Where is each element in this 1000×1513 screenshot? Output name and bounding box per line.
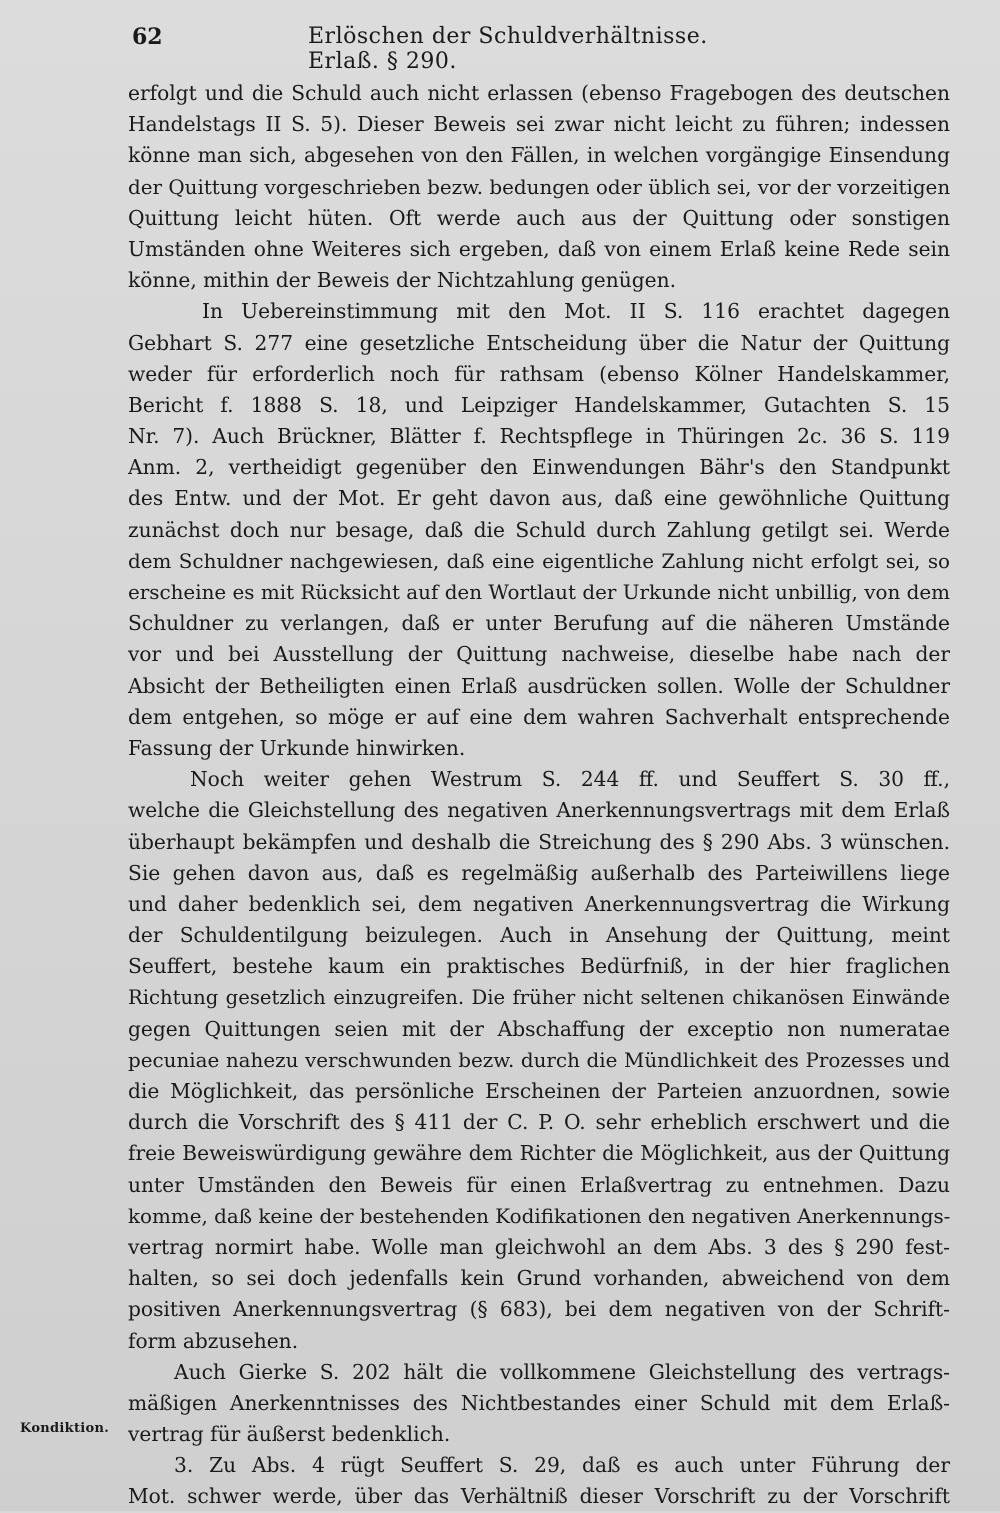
text-line: dem Schuldner nachgewiesen, daß eine eigentliche Zahlung nicht erfolgt sei, so	[128, 549, 950, 573]
text-line: und daher bedenklich sei, dem negativen Anerkennungsvertrag die Wirkung	[128, 891, 950, 916]
text-line: weder für erforderlich noch für rathsam (ebenso Kölner Handelskammer,	[128, 361, 950, 386]
text-line: vertrag normirt habe. Wolle man gleichwohl an dem Abs. 3 des § 290 fest-	[128, 1234, 950, 1259]
text-line: könne, mithin der Beweis der Nichtzahlung genügen.	[128, 268, 677, 293]
text-line: durch die Vorschrift des § 411 der C. P. O. sehr erheblich erschwert und die	[128, 1110, 950, 1135]
text-line: zunächst doch nur besage, daß die Schuld durch Zahlung getilgt sei. Werde	[128, 517, 950, 542]
text-line: unter Umständen den Beweis für einen Erlaßvertrag zu entnehmen. Dazu	[128, 1172, 950, 1197]
text-line: pecuniae nahezu verschwunden bezw. durch die Mündlichkeit des Prozesses und	[128, 1048, 950, 1072]
text-line: freie Beweiswürdigung gewähre dem Richter die Möglichkeit, aus der Quittung	[128, 1141, 950, 1166]
page-number: 62	[132, 24, 163, 50]
text-line: Quittung leicht hüten. Oft werde auch aus der Quittung oder sonstigen	[128, 205, 950, 230]
text-line: Noch weiter gehen Westrum S. 244 ff. und Seuffert S. 30 ff.,	[190, 767, 950, 792]
text-line: Mot. schwer werde, über das Verhältniß dieser Vorschrift zu der Vorschrift	[128, 1484, 950, 1509]
text-line: welche die Gleichstellung des negativen Anerkennungsvertrags mit dem Erlaß	[128, 798, 950, 823]
text-line: Handelstags II S. 5). Dieser Beweis sei zwar nicht leicht zu führen; indessen	[128, 112, 950, 137]
text-line: 3. Zu Abs. 4 rügt Seuffert S. 29, daß es auch unter Führung der	[174, 1453, 950, 1478]
text-line: Gebhart S. 277 eine gesetzliche Entscheidung über die Natur der Quittung	[128, 330, 950, 355]
text-line: dem entgehen, so möge er auf eine dem wahren Sachverhalt entsprechende	[128, 704, 950, 729]
text-line: der Quittung vorgeschrieben bezw. bedungen oder üblich sei, vor der vorzeitigen	[128, 175, 950, 199]
text-line: vertrag für äußerst bedenklich.	[128, 1422, 451, 1447]
text-line: Auch Gierke S. 202 hält die vollkommene Gleichstellung des vertrags-	[174, 1359, 950, 1384]
text-line: In Uebereinstimmung mit den Mot. II S. 116 erachtet dagegen	[202, 299, 950, 324]
text-line: komme, daß keine der bestehenden Kodifikationen den negativen Anerkennungs-	[128, 1204, 950, 1228]
text-line: vor und bei Ausstellung der Quittung nachweise, dieselbe habe nach der	[128, 642, 950, 667]
text-line: Absicht der Betheiligten einen Erlaß ausdrücken sollen. Wolle der Schuldner	[128, 673, 950, 698]
text-line: Richtung gesetzlich einzugreifen. Die früher nicht seltenen chikanösen Einwände	[128, 986, 950, 1010]
text-line: Anm. 2, vertheidigt gegenüber den Einwendungen Bähr's den Standpunkt	[128, 455, 950, 480]
text-line: könne man sich, abgesehen von den Fällen, in welchen vorgängige Einsendung	[128, 143, 950, 168]
text-line: Schuldner zu verlangen, daß er unter Berufung auf die näheren Umstände	[128, 611, 950, 636]
body-text	[128, 78, 950, 1513]
text-line: erscheine es mit Rücksicht auf den Wortlaut der Urkunde nicht unbillig, von dem	[128, 581, 950, 604]
text-line: Umständen ohne Weiteres sich ergeben, daß von einem Erlaß keine Rede sein	[128, 236, 950, 261]
text-line: der Schuldentilgung beizulegen. Auch in Ansehung der Quittung, meint	[128, 923, 950, 948]
text-line: Sie gehen davon aus, daß es regelmäßig außerhalb des Parteiwillens liege	[128, 860, 950, 885]
text-line: des Entw. und der Mot. Er geht davon aus, daß eine gewöhnliche Quittung	[128, 486, 950, 511]
page-header	[130, 18, 770, 74]
text-line: Seuffert, bestehe kaum ein praktisches Bedürfniß, in der hier fraglichen	[128, 954, 950, 979]
running-head: Erlöschen der Schuldverhältnisse. Erlaß. § 290.	[308, 24, 708, 74]
text-line: die Möglichkeit, das persönliche Erscheinen der Parteien anzuordnen, sowie	[128, 1079, 950, 1103]
text-line: erfolgt und die Schuld auch nicht erlassen (ebenso Fragebogen des deutschen	[128, 81, 950, 105]
text-line: positiven Anerkennungsvertrag (§ 683), bei dem negativen von der Schrift-	[128, 1297, 950, 1322]
text-line: Bericht f. 1888 S. 18, und Leipziger Handelskammer, Gutachten S. 15	[128, 392, 950, 417]
text-line: mäßigen Anerkenntnisses des Nichtbestandes einer Schuld mit dem Erlaß-	[128, 1390, 950, 1415]
text-line: gegen Quittungen seien mit der Abschaffung der exceptio non numeratae	[128, 1016, 950, 1041]
text-line: Nr. 7). Auch Brückner, Blätter f. Rechtspflege in Thüringen 2c. 36 S. 119	[128, 424, 950, 449]
text-line: Fassung der Urkunde hinwirken.	[128, 735, 466, 760]
text-line: überhaupt bekämpfen und deshalb die Streichung des § 290 Abs. 3 wünschen.	[128, 829, 950, 854]
text-line: halten, so sei doch jedenfalls kein Grund vorhanden, abweichend von dem	[128, 1266, 950, 1291]
margin-note: Kondiktion.	[20, 1421, 110, 1436]
text-line: form abzusehen.	[128, 1328, 299, 1353]
